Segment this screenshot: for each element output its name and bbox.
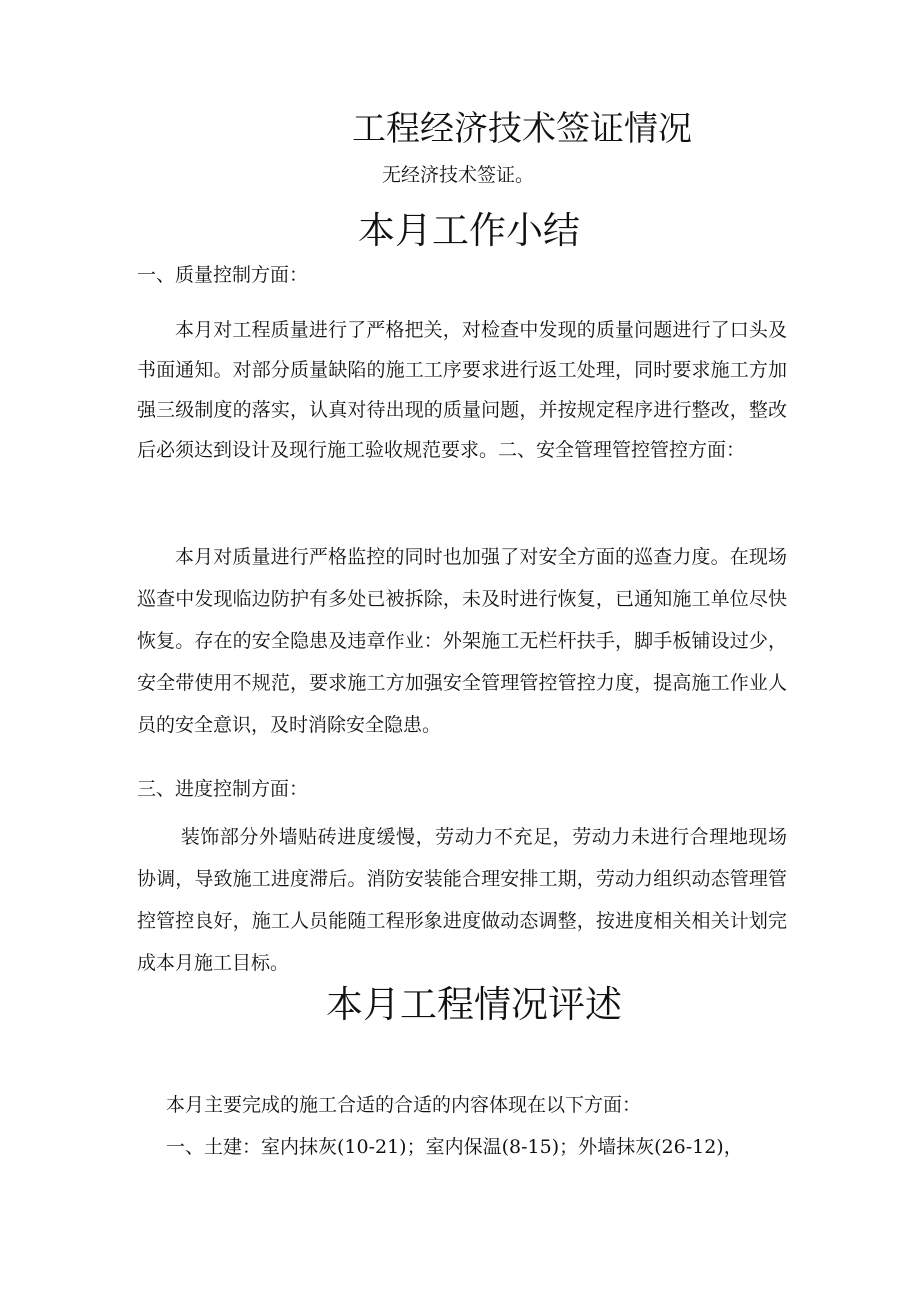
visa-note: 无经济技术签证。 bbox=[382, 164, 535, 186]
safety-paragraph: 本月对质量进行严格监控的同时也加强了对安全方面的巡查力度。在现场巡查中发现临边防护有多处已被拆除，未及时进行恢复，已通知施工单位尽快恢复。存在的安全隐患及违章作业：外架施工无栏杆扶手，脚手板铺设过少，安全带使用不规范，要求施工方加强安全管理管控管控力度，提高施工作业人员的安全意识，及时消除安全隐患。 bbox=[137, 546, 787, 736]
section-title-review: 本月工程情况评述 bbox=[326, 983, 622, 1026]
section-title-visa: 工程经济技术签证情况 bbox=[352, 109, 692, 149]
progress-paragraph: 装饰部分外墙贴砖进度缓慢，劳动力不充足，劳动力未进行合理地现场协调，导致施工进度滞后。消防安装能合理安排工期，劳动力组织动态管理管控管控良好，施工人员能随工程形象进度做动态调整，按进度相关相关计划完成本月施工目标。 bbox=[137, 826, 787, 974]
section-title-summary: 本月工作小结 bbox=[358, 209, 580, 252]
review-item-civil: 一、土建：室内抹灰(10-21)；室内保温(8-15)；外墙抹灰(26-12)， bbox=[166, 1136, 743, 1158]
quality-heading: 一、质量控制方面： bbox=[137, 264, 309, 286]
review-intro: 本月主要完成的施工合适的合适的内容体现在以下方面： bbox=[166, 1094, 642, 1116]
progress-heading: 三、进度控制方面： bbox=[137, 778, 309, 800]
quality-paragraph: 本月对工程质量进行了严格把关，对检查中发现的质量问题进行了口头及书面通知。对部分质量缺陷的施工工序要求进行返工处理，同时要求施工方加强三级制度的落实，认真对待出现的质量问题，并按规定程序进行整改，整改后必须达到设计及现行施工验收规范要求。二、安全管理管控管控方面： bbox=[137, 319, 787, 461]
